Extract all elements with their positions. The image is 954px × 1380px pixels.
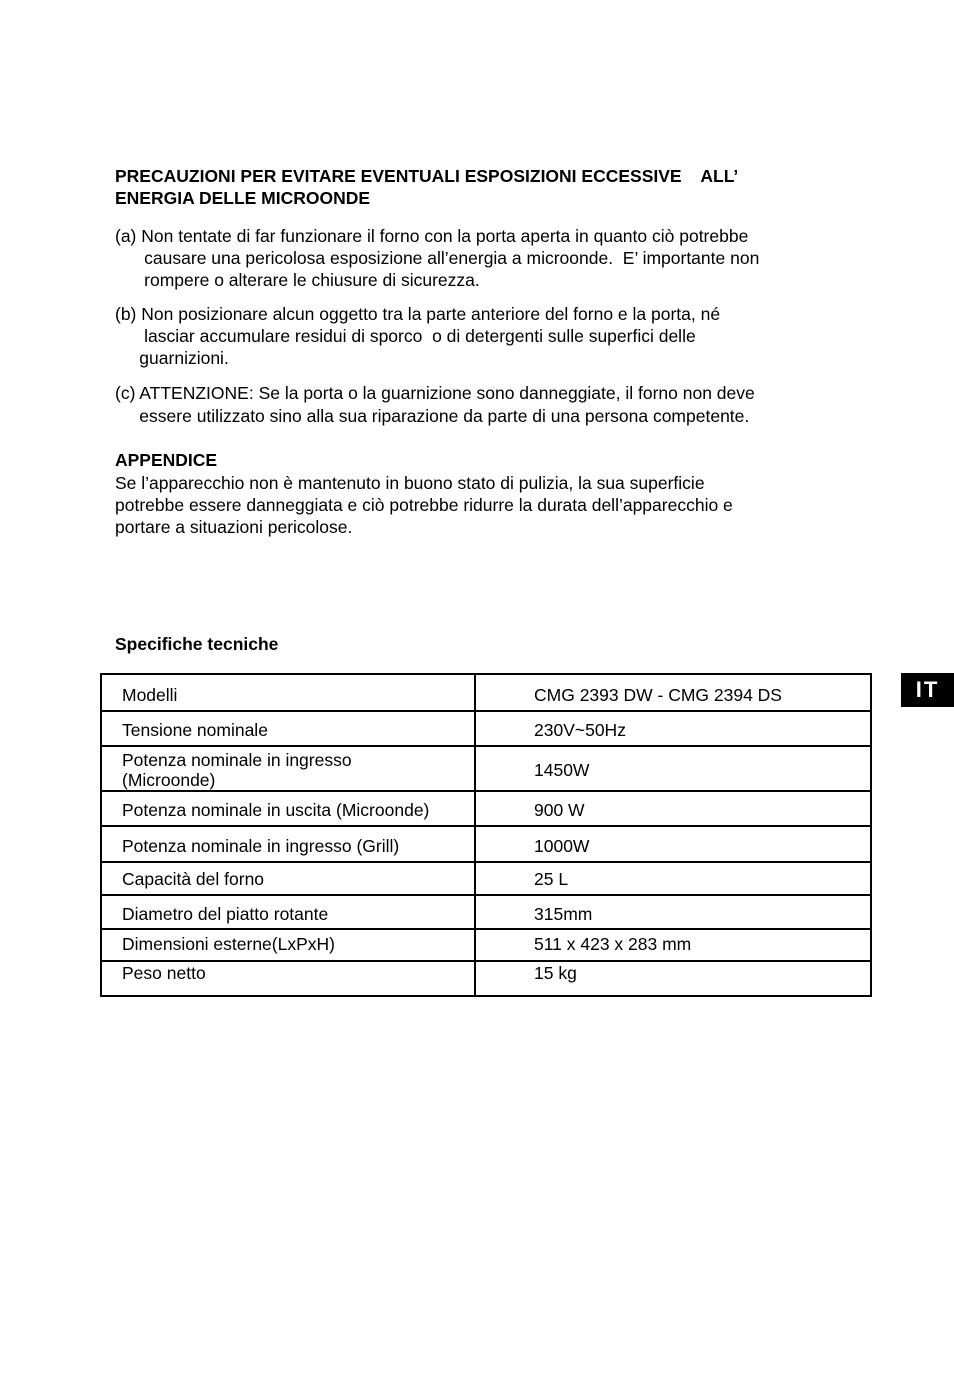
specs-title: Specifiche tecniche	[115, 634, 279, 654]
heading-line-1: PRECAUZIONI PER EVITARE EVENTUALI ESPOSIZIONI ECCESSIVE ALL’	[115, 166, 739, 186]
spec-value: 511 x 423 x 283 mm	[534, 934, 692, 954]
table-row	[102, 675, 870, 712]
section-heading	[115, 165, 845, 209]
appendix-body	[115, 472, 845, 538]
spec-label: Potenza nominale in uscita (Microonde)	[122, 800, 430, 820]
spec-value: 25 L	[534, 869, 569, 889]
precaution-a-line: rompere o alterare le chiusure di sicurezza.	[115, 270, 480, 290]
table-row	[102, 827, 870, 863]
spec-label: Tensione nominale	[122, 720, 268, 740]
precaution-c-line: (c) ATTENZIONE: Se la porta o la guarnizione sono danneggiate, il forno non deve	[115, 383, 755, 403]
spec-label: Dimensioni esterne(LxPxH)	[122, 934, 335, 954]
spec-label: Peso netto	[122, 963, 206, 983]
precaution-b	[115, 303, 845, 369]
spec-label	[122, 750, 472, 790]
precaution-b-line: (b) Non posizionare alcun oggetto tra la parte anteriore del forno e la porta, né	[115, 304, 721, 324]
precaution-b-line: lasciar accumulare residui di sporco o di detergenti sulle superfici delle	[115, 326, 696, 346]
precaution-a	[115, 225, 845, 291]
spec-value: 1450W	[534, 760, 590, 780]
table-row	[102, 712, 870, 747]
spec-value: CMG 2393 DW - CMG 2394 DS	[534, 685, 782, 705]
precaution-a-line: causare una pericolosa esposizione all’energia a microonde. E’ importante non	[115, 248, 760, 268]
spec-value: 1000W	[534, 836, 590, 856]
table-row	[102, 930, 870, 962]
table-row	[102, 962, 870, 995]
column-divider	[474, 675, 476, 995]
table-row	[102, 792, 870, 827]
spec-value: 230V~50Hz	[534, 720, 626, 740]
spec-value: 15 kg	[534, 963, 577, 983]
language-tab: IT	[901, 673, 954, 707]
appendix-line: portare a situazioni pericolose.	[115, 517, 353, 537]
spec-label: Diametro del piatto rotante	[122, 904, 329, 924]
precaution-c	[115, 382, 845, 428]
appendix-line: Se l’apparecchio non è mantenuto in buono stato di pulizia, la sua superficie	[115, 473, 705, 493]
spec-label: Modelli	[122, 685, 178, 705]
appendix-line: potrebbe essere danneggiata e ciò potrebbe ridurre la durata dell’apparecchio e	[115, 495, 733, 515]
spec-label: Capacità del forno	[122, 869, 265, 889]
precaution-c-line: essere utilizzato sino alla sua riparazione da parte di una persona competente.	[115, 406, 750, 426]
heading-line-2: ENERGIA DELLE MICROONDE	[115, 188, 371, 208]
spec-label: Potenza nominale in ingresso (Grill)	[122, 836, 400, 856]
spec-label-line: (Microonde)	[122, 770, 216, 790]
precaution-b-line: guarnizioni.	[115, 348, 229, 368]
table-row	[102, 896, 870, 930]
spec-value: 900 W	[534, 800, 585, 820]
precaution-a-line: (a) Non tentate di far funzionare il forno con la porta aperta in quanto ciò potrebbe	[115, 226, 749, 246]
table-row	[102, 863, 870, 896]
specs-table	[100, 673, 872, 997]
appendix-title: APPENDICE	[115, 450, 218, 470]
spec-value: 315mm	[534, 904, 593, 924]
table-row	[102, 747, 870, 792]
spec-label-line: Potenza nominale in ingresso	[122, 750, 352, 770]
